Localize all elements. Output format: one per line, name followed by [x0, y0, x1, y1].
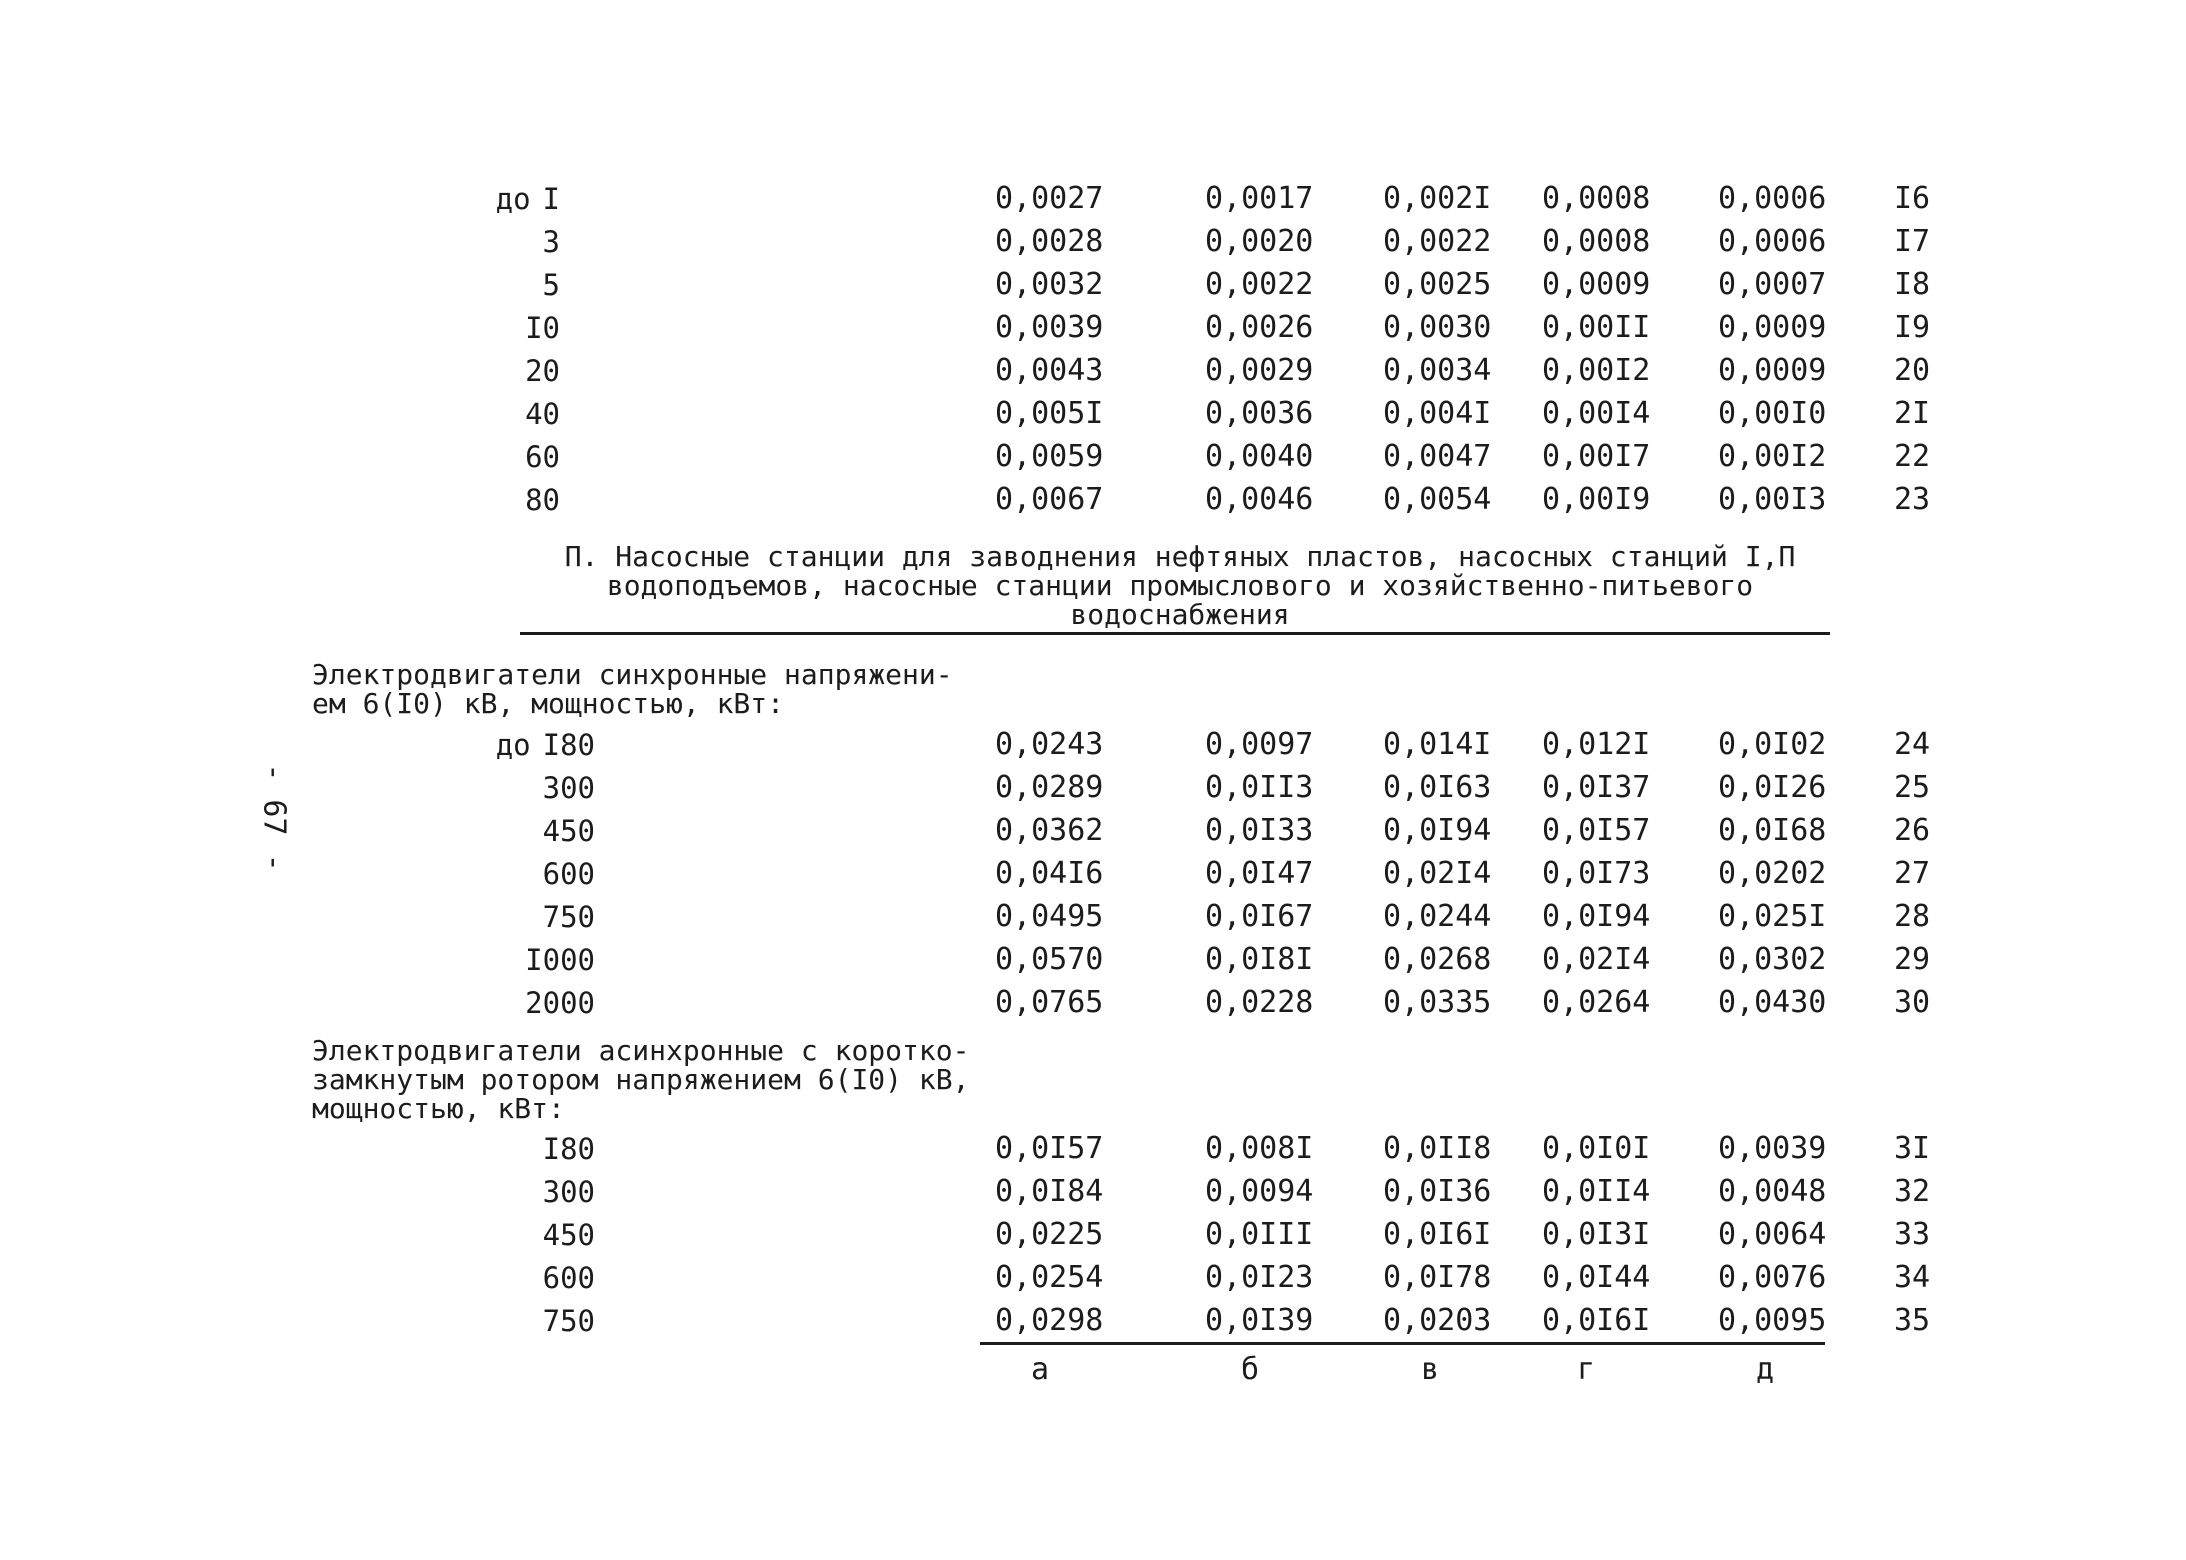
cell-b: 0,0026: [1205, 310, 1314, 345]
cell-a: 0,0059: [995, 439, 1104, 474]
cell-v: 0,002I: [1383, 181, 1492, 216]
row-prefix: до: [495, 182, 531, 216]
cell-a: 0,005I: [995, 396, 1104, 431]
cell-b: 0,0036: [1205, 396, 1314, 431]
cell-b: 0,0094: [1205, 1174, 1314, 1209]
table-row: [0, 350, 2186, 392]
cell-v: 0,02I4: [1383, 856, 1492, 891]
cell-b: 0,0017: [1205, 181, 1314, 216]
cell-d: 0,0430: [1718, 985, 1827, 1020]
cell-v: 0,0022: [1383, 224, 1492, 259]
table-row: [0, 1171, 2186, 1213]
cell-b: 0,0040: [1205, 439, 1314, 474]
cell-d: 0,00I2: [1718, 439, 1827, 474]
cell-a: 0,0028: [995, 224, 1104, 259]
cell-d: 0,00I0: [1718, 396, 1827, 431]
cell-d: 0,00I3: [1718, 482, 1827, 517]
cell-v: 0,0030: [1383, 310, 1492, 345]
cell-a: 0,0I84: [995, 1174, 1104, 1209]
group-title: [312, 1036, 969, 1123]
column-label-d: д: [1755, 1352, 1775, 1387]
cell-d: 0,0I02: [1718, 727, 1827, 762]
cell-b: 0,0022: [1205, 267, 1314, 302]
cell-b: 0,0228: [1205, 985, 1314, 1020]
cell-a: 0,0243: [995, 727, 1104, 762]
cell-b: 0,0I33: [1205, 813, 1314, 848]
table-row: [0, 767, 2186, 809]
cell-v: 0,0I94: [1383, 813, 1492, 848]
section-heading: [525, 542, 1835, 629]
column-label-v: в: [1420, 1352, 1440, 1387]
row-number: 27: [1894, 856, 1931, 891]
group-title-line: Электродвигатели синхронные напряжени-: [312, 658, 953, 691]
cell-a: 0,0289: [995, 770, 1104, 805]
cell-d: 0,0I68: [1718, 813, 1827, 848]
cell-g: 0,0009: [1542, 267, 1651, 302]
heading-underline: [520, 632, 1830, 635]
cell-g: 0,0I73: [1542, 856, 1651, 891]
cell-v: 0,0I6I: [1383, 1217, 1492, 1252]
cell-d: 0,0076: [1718, 1260, 1827, 1295]
cell-d: 0,0007: [1718, 267, 1827, 302]
row-label: 2000: [525, 986, 595, 1020]
row-number: 32: [1894, 1174, 1931, 1209]
cell-v: 0,014I: [1383, 727, 1492, 762]
cell-d: 0,0302: [1718, 942, 1827, 977]
cell-a: 0,0039: [995, 310, 1104, 345]
cell-b: 0,0I8I: [1205, 942, 1314, 977]
cell-v: 0,0335: [1383, 985, 1492, 1020]
table-row: [0, 1300, 2186, 1342]
row-label: I000: [525, 943, 595, 977]
row-number: 30: [1894, 985, 1931, 1020]
row-label: 3: [542, 225, 560, 259]
row-number: 2I: [1894, 396, 1931, 431]
row-label: I80: [542, 1132, 595, 1166]
row-number: 28: [1894, 899, 1931, 934]
cell-g: 0,0I0I: [1542, 1131, 1651, 1166]
cell-v: 0,0034: [1383, 353, 1492, 388]
table-row: [0, 939, 2186, 981]
row-label: 40: [525, 397, 560, 431]
cell-g: 0,0I37: [1542, 770, 1651, 805]
row-number: I8: [1894, 267, 1931, 302]
row-number: I6: [1894, 181, 1931, 216]
cell-b: 0,0I67: [1205, 899, 1314, 934]
table-row: [0, 896, 2186, 938]
cell-a: 0,0254: [995, 1260, 1104, 1295]
cell-a: 0,0225: [995, 1217, 1104, 1252]
cell-d: 0,0006: [1718, 181, 1827, 216]
row-label: 450: [542, 814, 595, 848]
cell-d: 0,025I: [1718, 899, 1827, 934]
cell-a: 0,0495: [995, 899, 1104, 934]
cell-g: 0,0008: [1542, 224, 1651, 259]
group-title-line: мощностью, кВт:: [312, 1092, 565, 1125]
column-label-a: а: [1030, 1352, 1050, 1387]
row-label: 600: [542, 857, 595, 891]
table-row: [0, 393, 2186, 435]
row-label: 300: [542, 771, 595, 805]
row-label: 750: [542, 1304, 595, 1338]
cell-b: 0,0I39: [1205, 1303, 1314, 1338]
cell-g: 0,0008: [1542, 181, 1651, 216]
table-row: [0, 1128, 2186, 1170]
cell-a: 0,0362: [995, 813, 1104, 848]
cell-b: 0,0II3: [1205, 770, 1314, 805]
row-label: 5: [542, 268, 560, 302]
cell-a: 0,0043: [995, 353, 1104, 388]
cell-a: 0,0765: [995, 985, 1104, 1020]
row-prefix: до: [495, 728, 531, 762]
column-label-g: г: [1576, 1352, 1596, 1387]
heading-line: водоснабжения: [1070, 598, 1290, 631]
cell-d: 0,0I26: [1718, 770, 1827, 805]
cell-a: 0,04I6: [995, 856, 1104, 891]
cell-v: 0,0268: [1383, 942, 1492, 977]
column-label-b: б: [1240, 1352, 1260, 1387]
page-number: - 67 -: [256, 763, 292, 872]
cell-b: 0,0020: [1205, 224, 1314, 259]
row-label: 450: [542, 1218, 595, 1252]
cell-g: 0,00I7: [1542, 439, 1651, 474]
cell-g: 0,02I4: [1542, 942, 1651, 977]
group-title: [312, 660, 953, 718]
cell-g: 0,0264: [1542, 985, 1651, 1020]
cell-d: 0,0095: [1718, 1303, 1827, 1338]
cell-b: 0,0I23: [1205, 1260, 1314, 1295]
group-title-line: Электродвигатели асинхронные с коротко-: [312, 1034, 970, 1067]
table-row: [0, 1214, 2186, 1256]
cell-a: 0,0I57: [995, 1131, 1104, 1166]
cell-v: 0,0203: [1383, 1303, 1492, 1338]
table-row: [0, 810, 2186, 852]
cell-g: 0,00I2: [1542, 353, 1651, 388]
table-row: [0, 724, 2186, 766]
table-row: [0, 307, 2186, 349]
cell-g: 0,0I44: [1542, 1260, 1651, 1295]
row-label: I0: [525, 311, 560, 345]
table-row: [0, 853, 2186, 895]
row-number: 22: [1894, 439, 1931, 474]
cell-g: 0,00I9: [1542, 482, 1651, 517]
cell-g: 0,0II4: [1542, 1174, 1651, 1209]
table-row: [0, 178, 2186, 220]
row-number: 34: [1894, 1260, 1931, 1295]
row-number: 24: [1894, 727, 1931, 762]
cell-b: 0,0III: [1205, 1217, 1314, 1252]
group-title-line: ем 6(I0) кВ, мощностью, кВт:: [312, 687, 785, 720]
table-row: [0, 221, 2186, 263]
row-label: 20: [525, 354, 560, 388]
row-number: I7: [1894, 224, 1931, 259]
row-number: 23: [1894, 482, 1931, 517]
cell-v: 0,0II8: [1383, 1131, 1492, 1166]
cell-d: 0,0064: [1718, 1217, 1827, 1252]
cell-g: 0,00II: [1542, 310, 1651, 345]
cell-g: 0,0I57: [1542, 813, 1651, 848]
cell-a: 0,0298: [995, 1303, 1104, 1338]
cell-v: 0,0025: [1383, 267, 1492, 302]
cell-g: 0,00I4: [1542, 396, 1651, 431]
heading-line: водоподъемов, насосные станции промыслового и хозяйственно-питьевого: [606, 569, 1754, 602]
row-label: 60: [525, 440, 560, 474]
cell-d: 0,0202: [1718, 856, 1827, 891]
cell-b: 0,008I: [1205, 1131, 1314, 1166]
group-title-line: замкнутым ротором напряжением 6(I0) кВ,: [312, 1063, 970, 1096]
row-label: 80: [525, 483, 560, 517]
row-number: 33: [1894, 1217, 1931, 1252]
cell-b: 0,0I47: [1205, 856, 1314, 891]
cell-a: 0,0570: [995, 942, 1104, 977]
cell-d: 0,0039: [1718, 1131, 1827, 1166]
row-label: 600: [542, 1261, 595, 1295]
cell-v: 0,0I78: [1383, 1260, 1492, 1295]
row-number: 3I: [1894, 1131, 1931, 1166]
cell-d: 0,0006: [1718, 224, 1827, 259]
table-row: [0, 479, 2186, 521]
heading-line: П. Насосные станции для заводнения нефтяных пластов, насосных станций I,П: [564, 540, 1796, 573]
row-label: 300: [542, 1175, 595, 1209]
cell-b: 0,0029: [1205, 353, 1314, 388]
row-number: 25: [1894, 770, 1931, 805]
row-number: I9: [1894, 310, 1931, 345]
cell-v: 0,0I36: [1383, 1174, 1492, 1209]
cell-g: 0,012I: [1542, 727, 1651, 762]
row-number: 26: [1894, 813, 1931, 848]
table-row: [0, 436, 2186, 478]
cell-v: 0,0054: [1383, 482, 1492, 517]
table-row: [0, 982, 2186, 1024]
cell-d: 0,0009: [1718, 353, 1827, 388]
table-bottom-rule: [980, 1342, 1825, 1345]
row-label: I: [542, 182, 560, 216]
cell-g: 0,0I6I: [1542, 1303, 1651, 1338]
cell-v: 0,0047: [1383, 439, 1492, 474]
row-label: 750: [542, 900, 595, 934]
cell-g: 0,0I94: [1542, 899, 1651, 934]
cell-v: 0,0I63: [1383, 770, 1492, 805]
row-label: I80: [542, 728, 595, 762]
cell-b: 0,0046: [1205, 482, 1314, 517]
cell-d: 0,0009: [1718, 310, 1827, 345]
cell-a: 0,0067: [995, 482, 1104, 517]
cell-v: 0,0244: [1383, 899, 1492, 934]
cell-d: 0,0048: [1718, 1174, 1827, 1209]
row-number: 29: [1894, 942, 1931, 977]
cell-v: 0,004I: [1383, 396, 1492, 431]
row-number: 20: [1894, 353, 1931, 388]
cell-a: 0,0032: [995, 267, 1104, 302]
row-number: 35: [1894, 1303, 1931, 1338]
cell-g: 0,0I3I: [1542, 1217, 1651, 1252]
cell-b: 0,0097: [1205, 727, 1314, 762]
table-row: [0, 1257, 2186, 1299]
cell-a: 0,0027: [995, 181, 1104, 216]
table-row: [0, 264, 2186, 306]
